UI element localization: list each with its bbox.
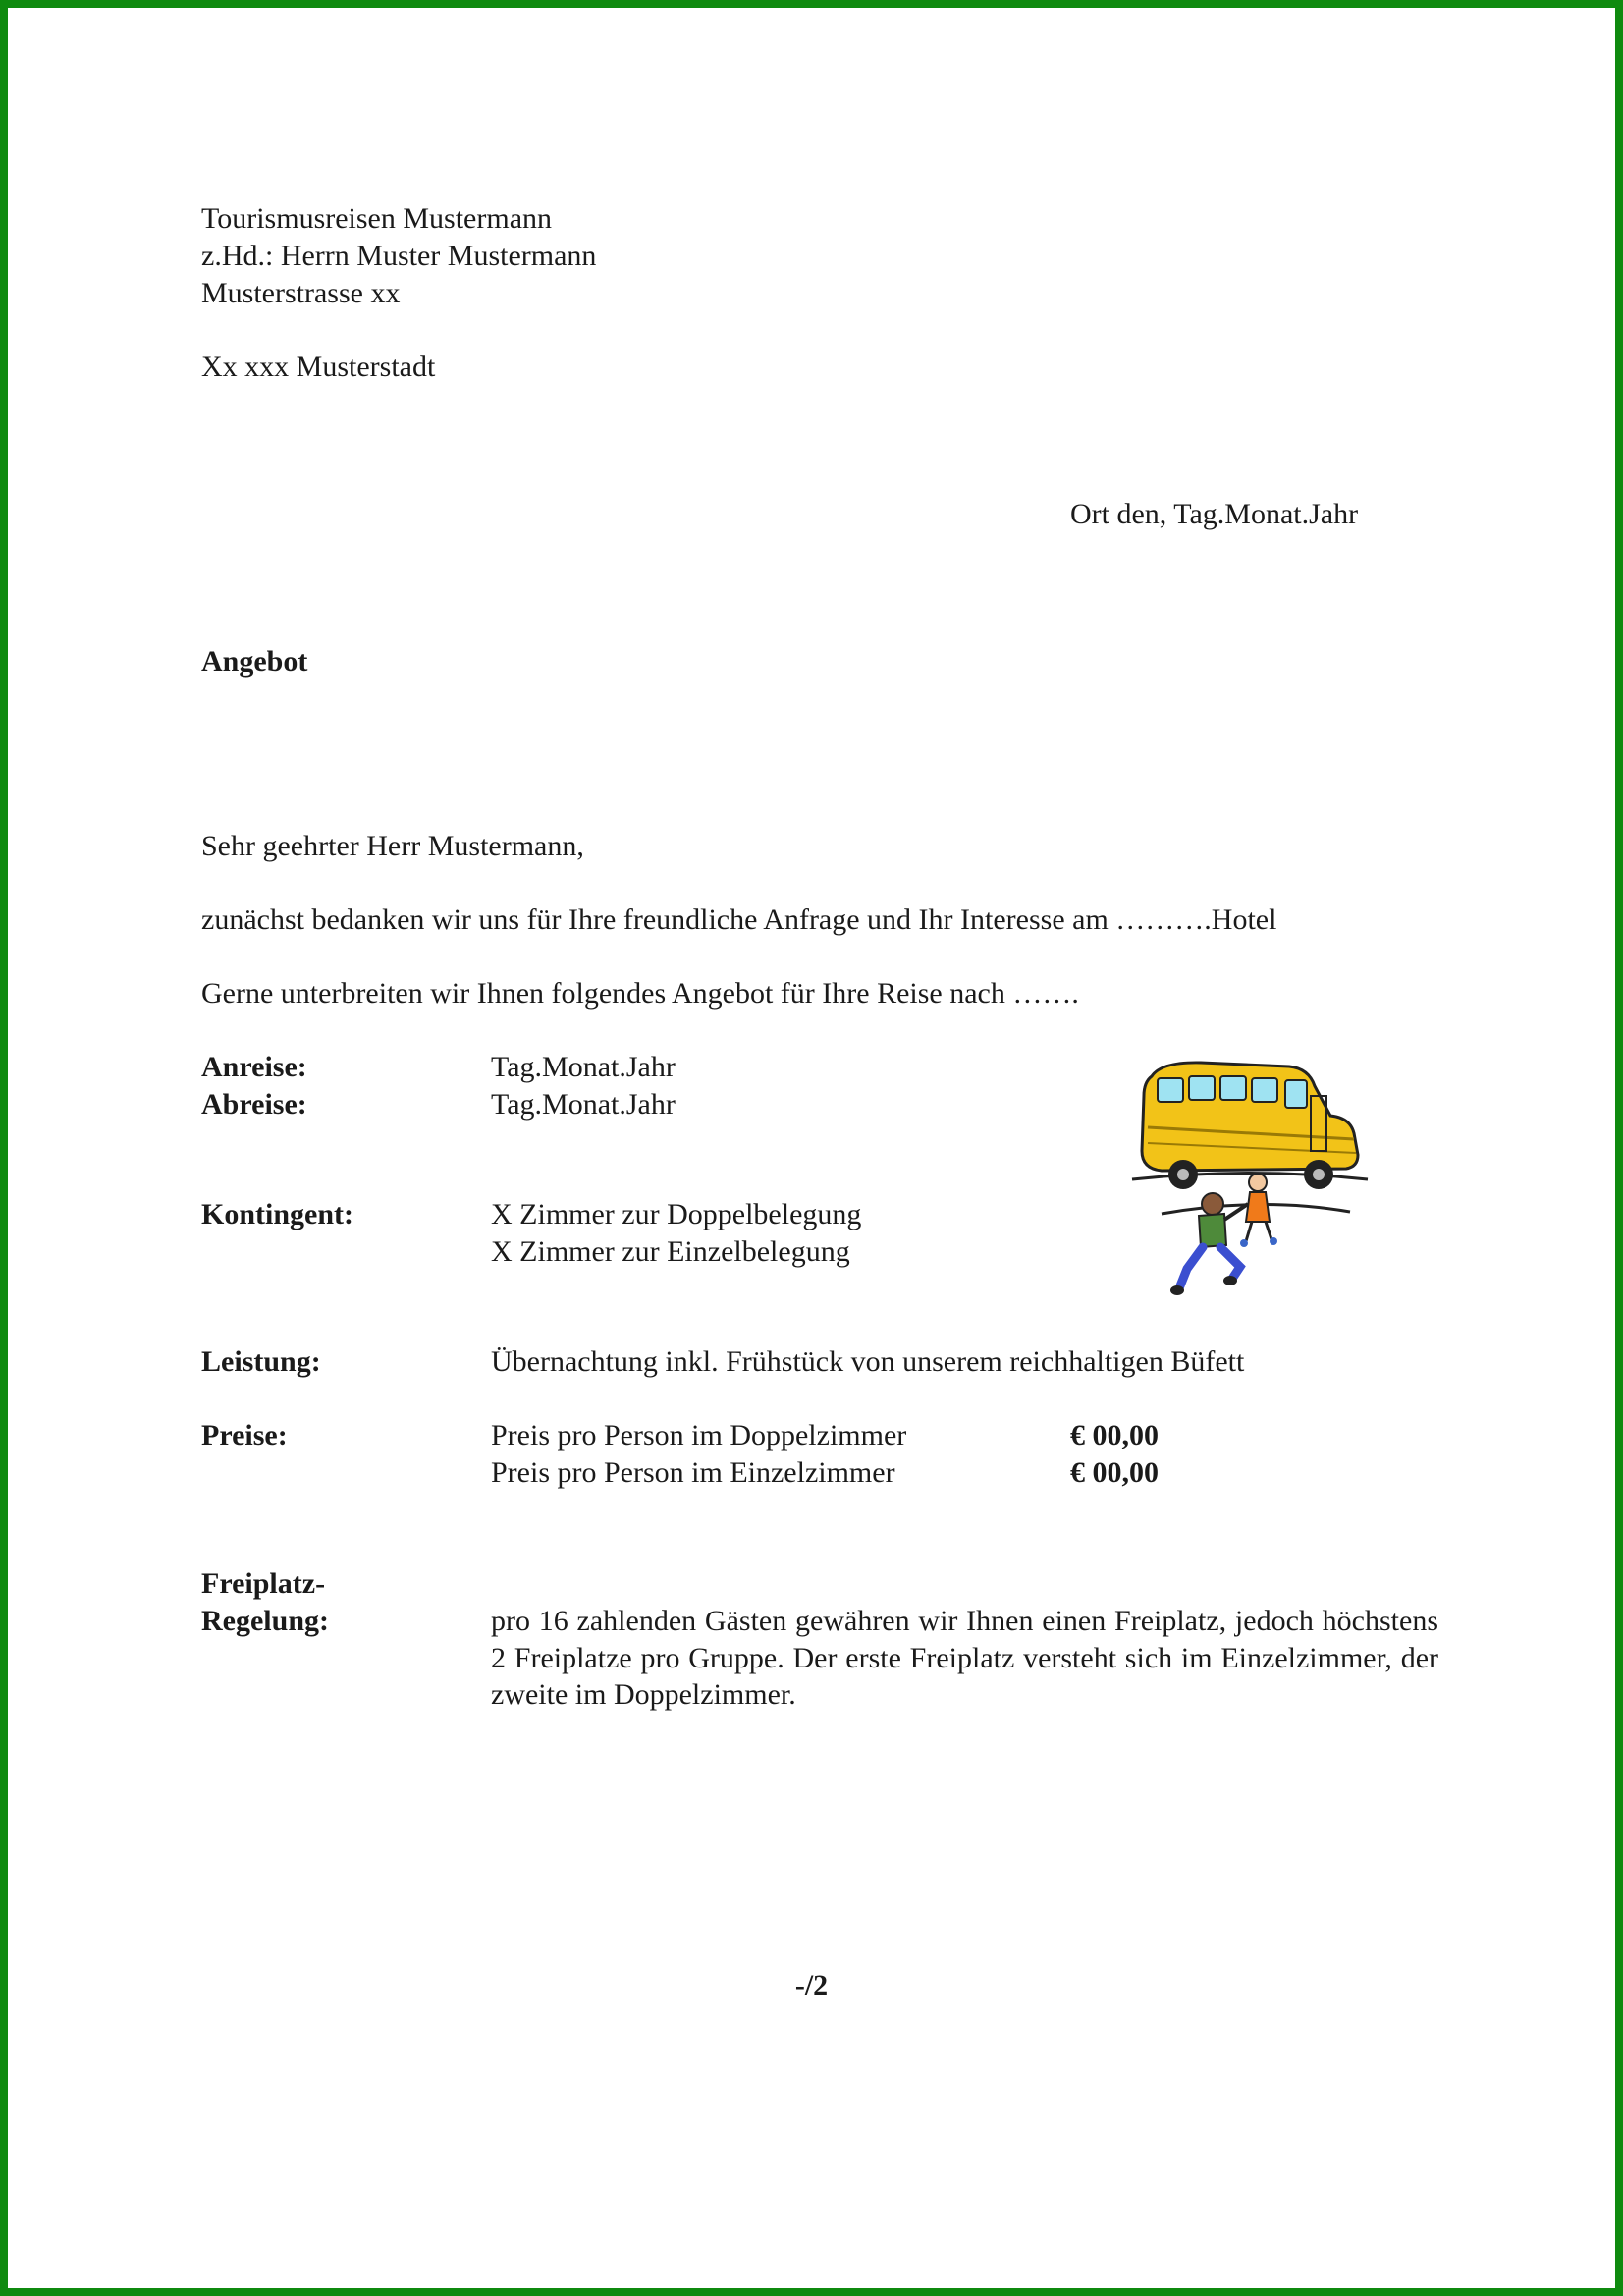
price-double-label: Preis pro Person im Doppelzimmer [491, 1419, 907, 1451]
subject: Angebot [201, 645, 308, 678]
school-bus-clipart-icon [1122, 1057, 1378, 1302]
contingent-double: X Zimmer zur Doppelbelegung [491, 1198, 862, 1230]
service-label: Leistung: [201, 1345, 321, 1378]
departure-label: Abreise: [201, 1088, 307, 1121]
recipient-attention: z.Hd.: Herrn Muster Mustermann [201, 240, 597, 272]
date-line: Ort den, Tag.Monat.Jahr [1070, 498, 1359, 530]
arrival-value: Tag.Monat.Jahr [491, 1051, 676, 1083]
free-label-line-1: Freiplatz- [201, 1567, 326, 1600]
recipient-company: Tourismusreisen Mustermann [201, 202, 553, 235]
recipient-city: Xx xxx Musterstadt [201, 351, 436, 383]
page-number: -/2 [794, 1969, 829, 2001]
prices-label: Preise: [201, 1419, 288, 1451]
free-place-text: pro 16 zahlenden Gästen gewähren wir Ihnen einen Freiplatz, jedoch höchstens 2 Freiplatze pro Gruppe. Der erste Freiplatz versteht sich im Einzelzimmer, der zweite im Doppelzimmer. [491, 1605, 1438, 1711]
price-single-value: € 00,00 [1070, 1456, 1159, 1489]
price-single-label: Preis pro Person im Einzelzimmer [491, 1456, 895, 1489]
arrival-label: Anreise: [201, 1051, 307, 1083]
recipient-street: Musterstrasse xx [201, 277, 401, 309]
intro-text: zunächst bedanken wir uns für Ihre freundliche Anfrage und Ihr Interesse am ……….Hotel [201, 903, 1277, 936]
price-double-value: € 00,00 [1070, 1419, 1159, 1451]
salutation: Sehr geehrter Herr Mustermann, [201, 830, 584, 862]
contingent-label: Kontingent: [201, 1198, 354, 1230]
free-label-line-2: Regelung: [201, 1605, 329, 1637]
departure-value: Tag.Monat.Jahr [491, 1088, 676, 1121]
service-value: Übernachtung inkl. Frühstück von unserem reichhaltigen Büfett [491, 1345, 1245, 1378]
offer-line: Gerne unterbreiten wir Ihnen folgendes Angebot für Ihre Reise nach ……. [201, 977, 1079, 1010]
contingent-single: X Zimmer zur Einzelbelegung [491, 1235, 850, 1268]
